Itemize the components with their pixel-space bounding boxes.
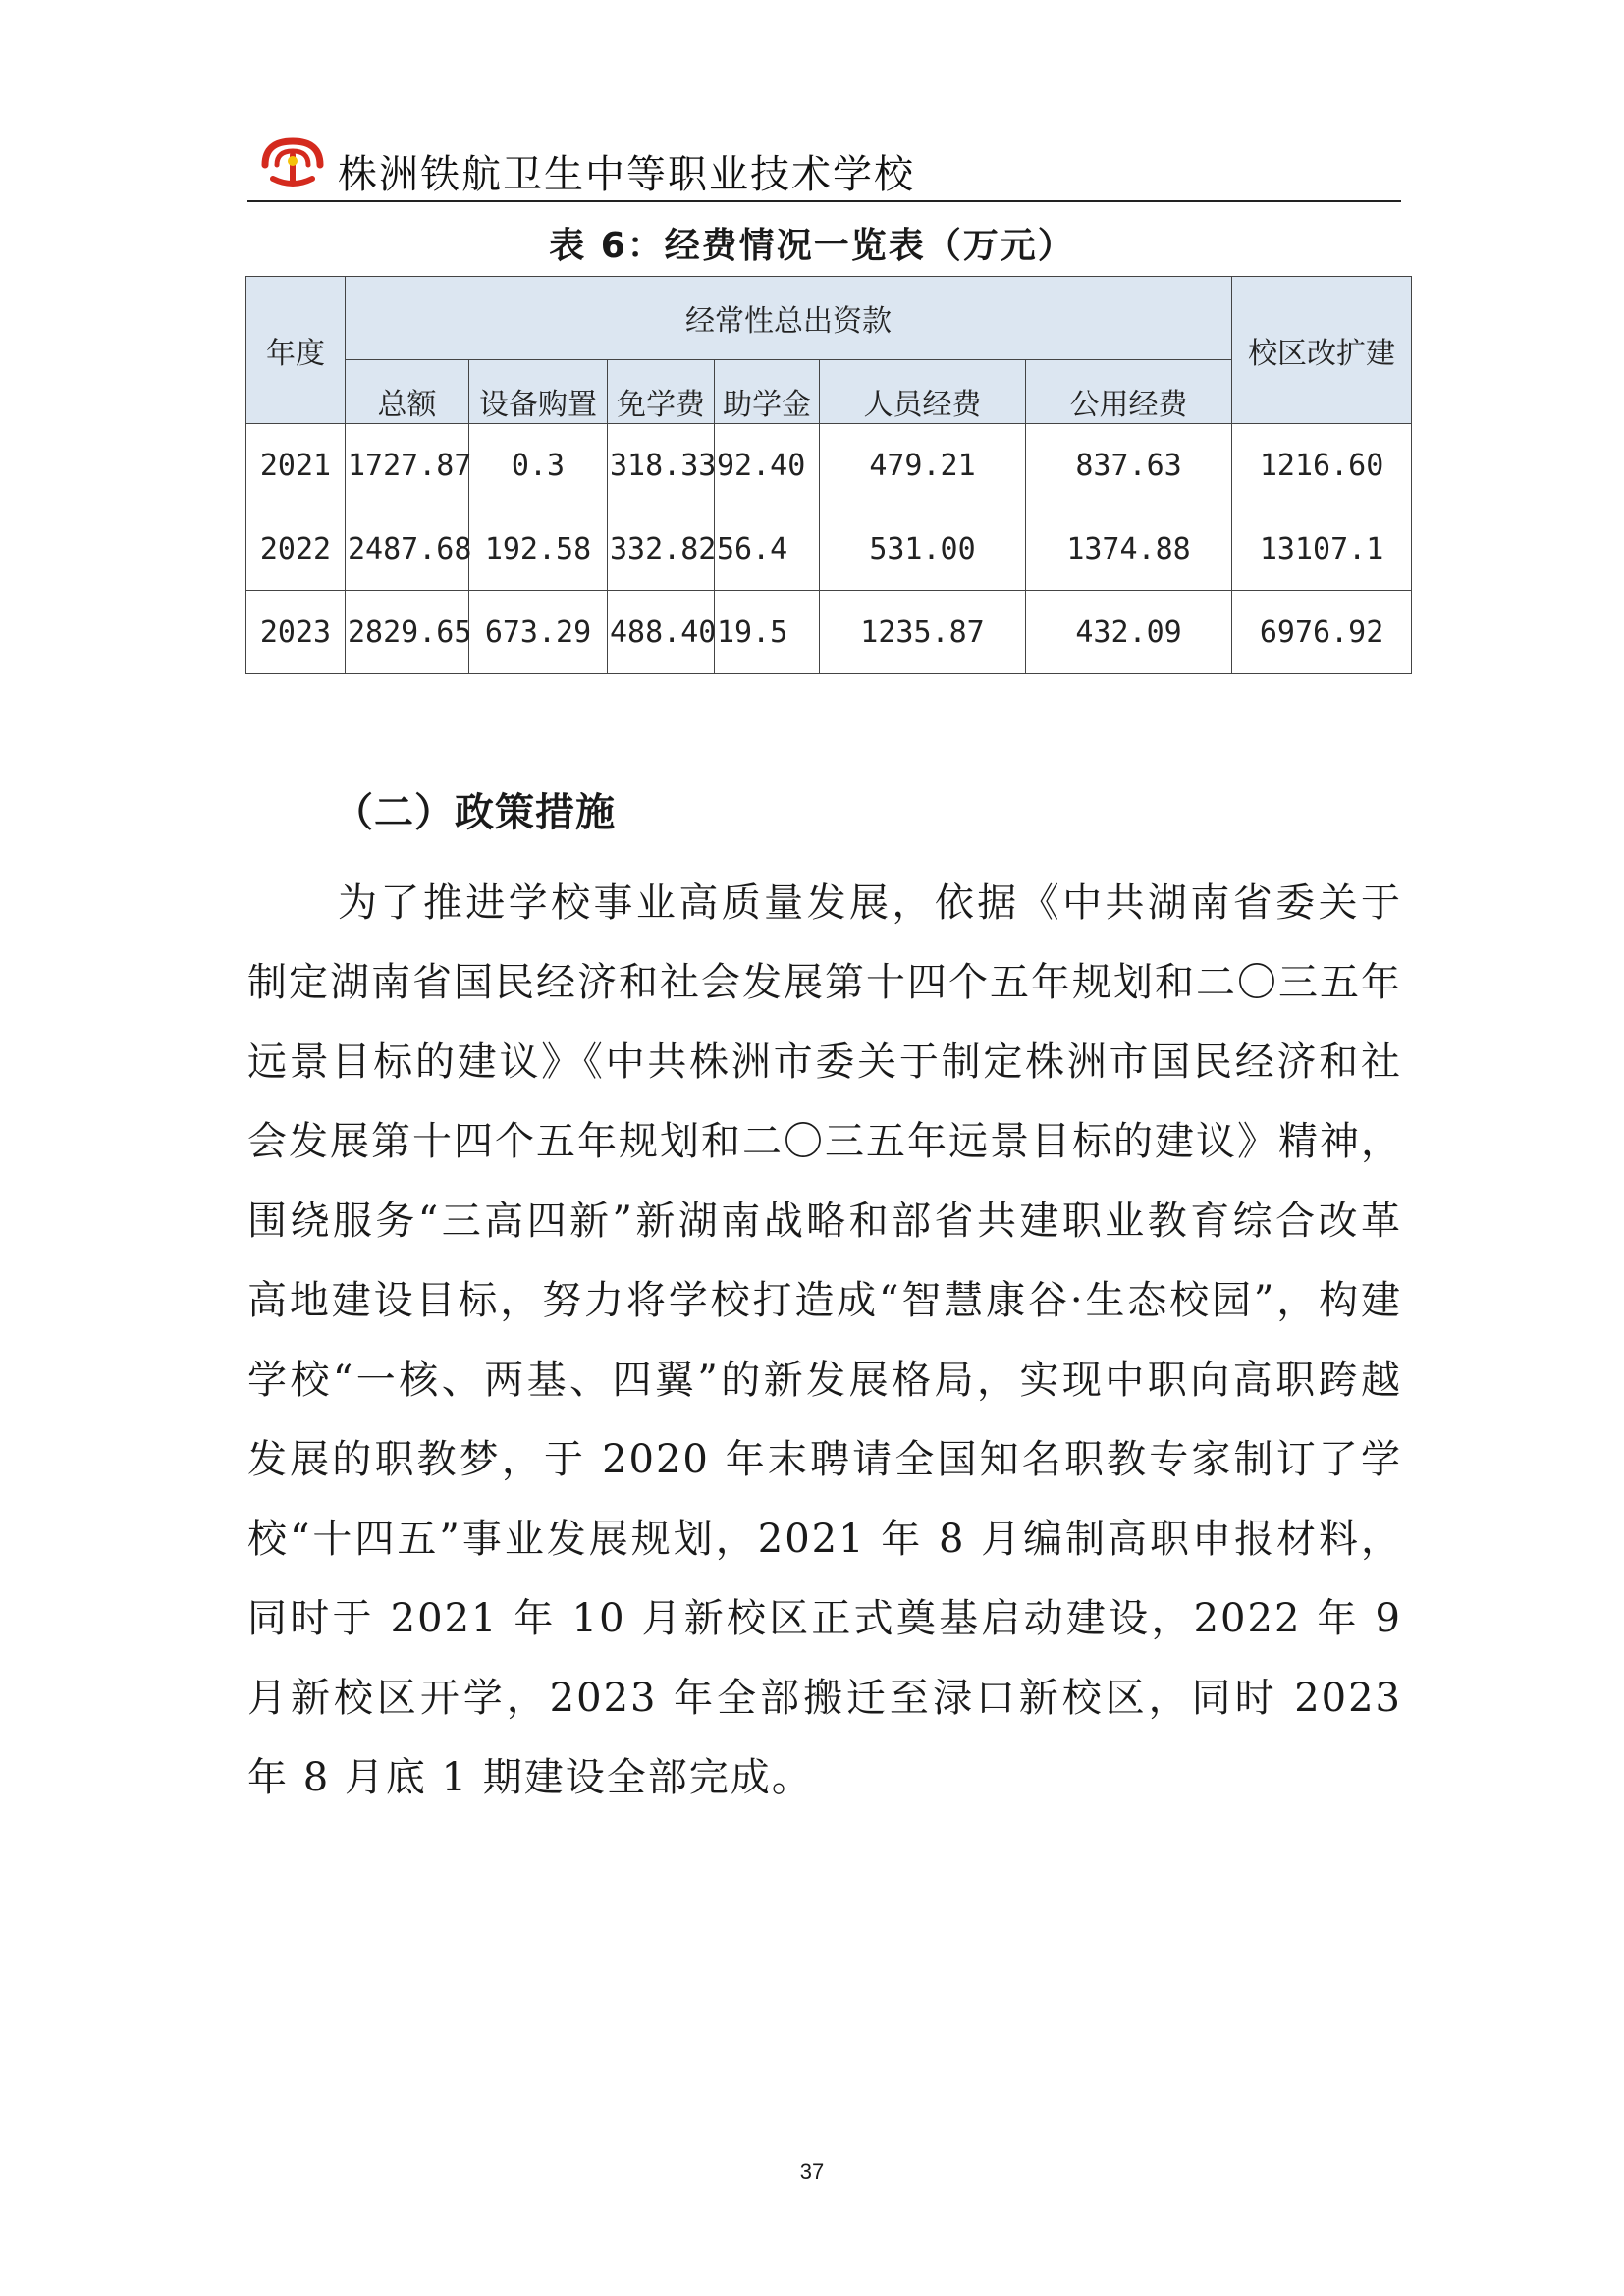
table-cell: 332.82 bbox=[608, 507, 715, 591]
table-cell: 1727.87 bbox=[346, 424, 469, 507]
school-logo-icon bbox=[257, 135, 328, 188]
table-cell: 2023 bbox=[246, 591, 346, 674]
col-header-total: 总额 bbox=[346, 360, 469, 424]
table-cell: 1216.60 bbox=[1232, 424, 1412, 507]
table-cell: 488.40 bbox=[608, 591, 715, 674]
table-cell: 92.40 bbox=[715, 424, 820, 507]
table-row bbox=[246, 591, 1412, 674]
table-cell: 479.21 bbox=[820, 424, 1026, 507]
col-header-public: 公用经费 bbox=[1026, 360, 1232, 424]
page-header bbox=[247, 130, 1401, 202]
table-cell: 673.29 bbox=[469, 591, 608, 674]
col-header-campus: 校区改扩建 bbox=[1232, 277, 1412, 424]
table-cell: 192.58 bbox=[469, 507, 608, 591]
table-row bbox=[246, 424, 1412, 507]
col-group-header: 经常性总出资款 bbox=[346, 277, 1232, 360]
col-header-tuition-free: 免学费 bbox=[608, 360, 715, 424]
table-cell: 837.63 bbox=[1026, 424, 1232, 507]
table-cell: 1374.88 bbox=[1026, 507, 1232, 591]
table-cell: 13107.1 bbox=[1232, 507, 1412, 591]
table-cell: 318.33 bbox=[608, 424, 715, 507]
table-cell: 531.00 bbox=[820, 507, 1026, 591]
school-name: 株洲铁航卫生中等职业技术学校 bbox=[338, 152, 915, 197]
table-cell: 6976.92 bbox=[1232, 591, 1412, 674]
funding-table bbox=[245, 276, 1412, 674]
col-header-grant: 助学金 bbox=[715, 360, 820, 424]
col-header-equipment: 设备购置 bbox=[469, 360, 608, 424]
col-header-personnel: 人员经费 bbox=[820, 360, 1026, 424]
table-cell: 1235.87 bbox=[820, 591, 1026, 674]
table-title: 表 6：经费情况一览表（万元） bbox=[549, 226, 1075, 266]
table-cell: 2022 bbox=[246, 507, 346, 591]
col-header-year: 年度 bbox=[246, 277, 346, 424]
page-number: 37 bbox=[799, 2160, 825, 2184]
table-cell: 0.3 bbox=[469, 424, 608, 507]
section-title: （二）政策措施 bbox=[334, 790, 616, 835]
table-cell: 432.09 bbox=[1026, 591, 1232, 674]
table-row bbox=[246, 507, 1412, 591]
body-paragraph: 为了推进学校事业高质量发展，依据《中共湖南省委关于制定湖南省国民经济和社会发展第十四个五年规划和二〇三五年远景目标的建议》《中共株洲市委关于制定株洲市国民经济和社会发展第十四个五年规划和二〇三五年远景目标的建议》精神，围绕服务“三高四新”新湖南战略和部省共建职业教育综合改革高地建设目标，努力将学校打造成“智慧康谷·生态校园”，构建学校“一核、两基、四翼”的新发展格局，实现中职向高职跨越发展的职教梦，于 2020 年末聘请全国知名职教专家制订了学校“十四五”事业发展规划，2021 年 8 月编制高职申报材料，同时于 2021 年 10 月新校区正式奠基启动建设，2022 年 9 月新校区开学，2023 年全部搬迁至渌口新校区，同时 2023 年 8 月底 1 期建设全部完成。 bbox=[247, 881, 1402, 1800]
table-cell: 19.5 bbox=[715, 591, 820, 674]
table-cell: 2487.68 bbox=[346, 507, 469, 591]
table-cell: 56.4 bbox=[715, 507, 820, 591]
table-cell: 2829.65 bbox=[346, 591, 469, 674]
table-cell: 2021 bbox=[246, 424, 346, 507]
